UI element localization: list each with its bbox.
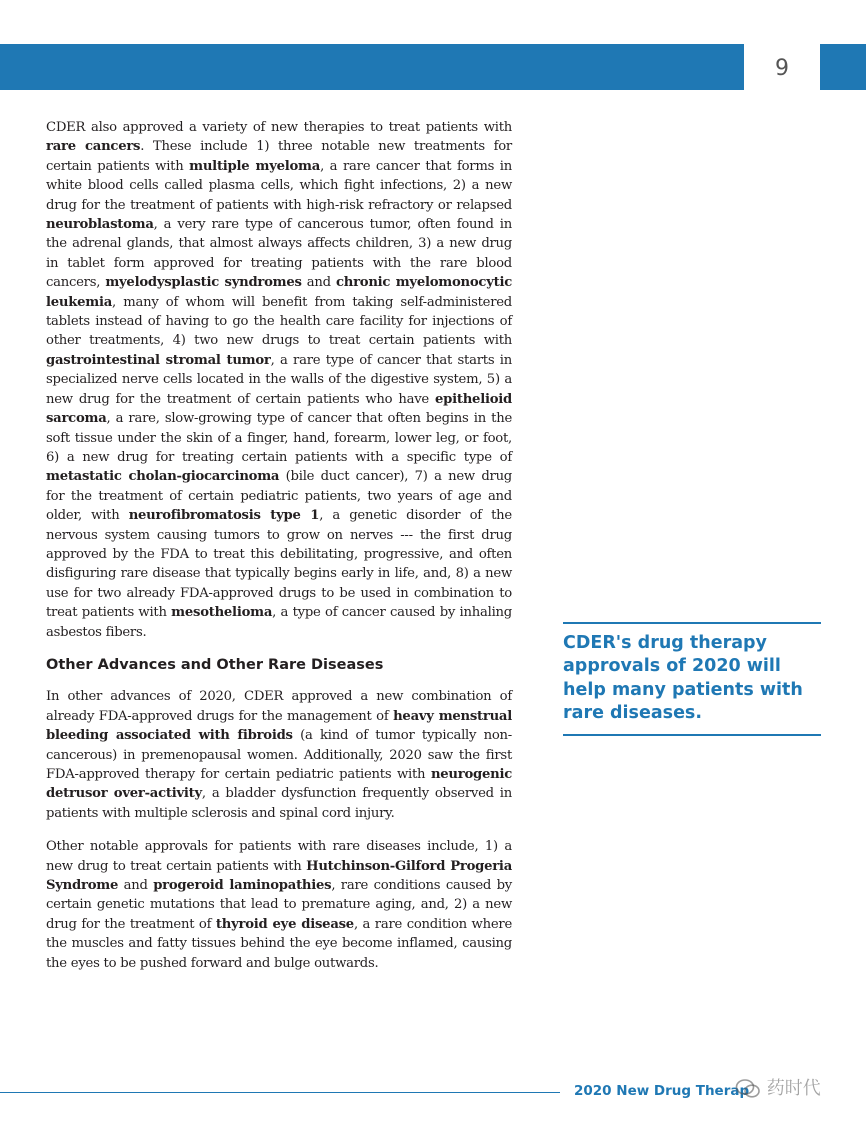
term-cholangiocarcinoma: metastatic cholan-giocarcinoma: [46, 469, 280, 485]
text-run: (a kind of tumor typically non-cancerous) in premenopausal women. Additionally, 2020 saw the first FDA-approved therapy for certain pediatric patients with: [46, 728, 512, 782]
term-neurofibromatosis: neurofibromatosis type 1: [128, 508, 320, 524]
wechat-icon: [735, 1078, 761, 1100]
term-progeroid-laminopathies: progeroid laminopathies: [153, 878, 332, 894]
main-text-column: [46, 118, 512, 987]
text-run: , a type of cancer caused by inhaling asbestos fibers.: [46, 605, 512, 640]
term-progeria: Hutchinson-Gilford Progeria Syndrome: [46, 858, 512, 894]
text-run: Other notable approvals for patients with rare diseases include, 1) a new drug to treat certain patients with: [46, 839, 512, 874]
term-epithelioid-sarcoma: epithelioid sarcoma: [46, 391, 512, 427]
pull-quote: CDER's drug therapy approvals of 2020 will help many patients with rare diseases.: [563, 622, 821, 736]
term-cmml: chronic myelomonocytic leukemia: [46, 275, 512, 310]
watermark: [735, 1074, 821, 1100]
paragraph-other-approvals: [46, 837, 512, 973]
text-run: , a rare condition where the muscles and fatty tissues behind the eye become inflamed, causing the eyes to be pushed forward and bulge outwards.: [46, 916, 512, 971]
watermark-text: 药时代: [766, 1078, 821, 1099]
term-heavy-menstrual-bleeding: heavy menstrual bleeding associated with fibroids: [46, 708, 512, 744]
term-neurogenic-detrusor: neurogenic detrusor over-activity: [46, 767, 512, 802]
term-myelodysplastic-syndromes: myelodysplastic syndromes: [105, 275, 302, 291]
text-run: , many of whom will benefit from taking self-administered tablets instead of having to go the health care facility for injections of other treatments, 4) two new drugs to treat certain patients with: [46, 294, 512, 349]
term-mesothelioma: mesothelioma: [171, 605, 273, 621]
section-heading: Other Advances and Other Rare Diseases: [46, 656, 384, 673]
term-gist: gastrointestinal stromal tumor: [46, 352, 271, 368]
text-run: In other advances of 2020, CDER approved a new combination of already FDA-approved drugs for the management of: [46, 689, 512, 724]
term-multiple-myeloma: multiple myeloma: [189, 158, 321, 174]
header-bar: [0, 44, 744, 90]
text-run: , a rare, slow-growing type of cancer that often begins in the soft tissue under the skin of a finger, hand, forearm, lower leg, or foot, 6) a new drug for treating certain patients with a specific type of: [46, 411, 512, 465]
text-run: . These include 1) three notable new treatments for certain patients with: [46, 139, 512, 174]
text-run: , a bladder dysfunction frequently observed in patients with multiple sclerosis and spinal cord injury.: [46, 786, 513, 821]
term-thyroid-eye-disease: thyroid eye disease: [215, 916, 354, 932]
text-run: (bile duct cancer), 7) a new drug for the treatment of certain pediatric patients, two years of age and older, with: [46, 469, 513, 524]
text-run: , a rare cancer that forms in white blood cells called plasma cells, which fight infections, 2) a new drug for the treatment of patients with high-risk refractory or relapsed: [46, 158, 512, 213]
text-run: , rare conditions caused by certain genetic mutations that lead to premature aging, and, 2) a new drug for the treatment of: [46, 878, 512, 932]
text-run: , a very rare type of cancerous tumor, often found in the adrenal glands, that almost always affects children, 3) a new drug in tablet form approved for treating patients with the rare blood cancers,: [46, 217, 512, 291]
paragraph-rare-cancers: [46, 118, 512, 642]
term-neuroblastoma: neuroblastoma: [46, 217, 154, 233]
footer-title: 2020 New Drug Therap: [574, 1083, 750, 1099]
text-run: and: [301, 275, 336, 291]
text-run: , a rare type of cancer that starts in specialized nerve cells located in the walls of the digestive system, 5) a new drug for the treatment of certain patients who have: [46, 352, 512, 407]
text-run: , a genetic disorder of the nervous system causing tumors to grow on nerves --- the first drug approved by the FDA to treat this debilitating, progressive, and often disfiguring rare disease that typically begins early in life, and, 8) a new use for two already FDA-approved drugs to be used in combination to treat patients with: [46, 508, 512, 621]
footer-rule: [0, 1092, 560, 1093]
term-rare-cancers: rare cancers: [46, 139, 141, 155]
paragraph-other-advances: [46, 687, 512, 823]
text-run: CDER also approved a variety of new therapies to treat patients with: [46, 120, 512, 135]
text-run: and: [118, 878, 154, 894]
page-number: 9: [775, 56, 789, 81]
header-bar-right: [820, 44, 866, 90]
